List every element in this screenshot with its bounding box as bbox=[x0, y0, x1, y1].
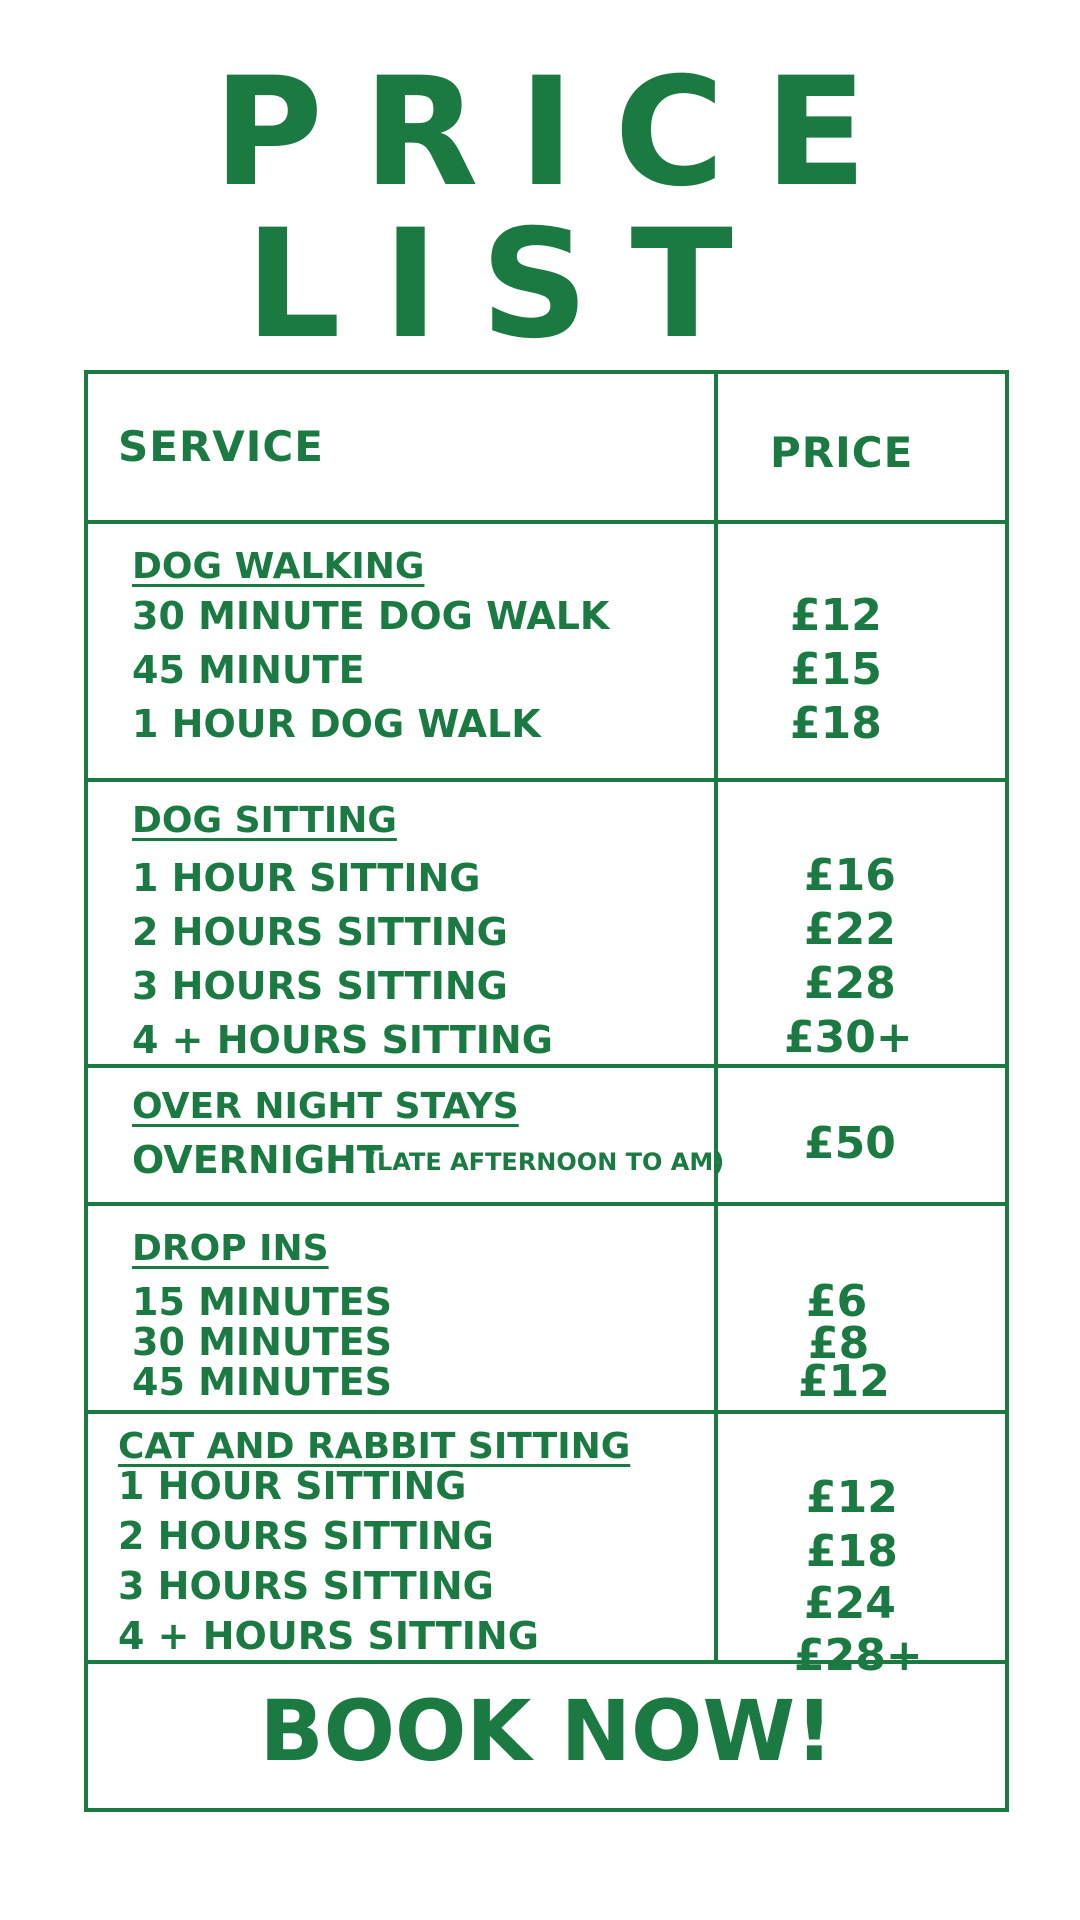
service-price: £28 bbox=[804, 958, 896, 1009]
row-divider-overnight bbox=[88, 1202, 1005, 1206]
service-item: 30 MINUTE DOG WALK bbox=[132, 594, 610, 638]
book-now-button[interactable]: BOOK NOW! bbox=[259, 1682, 834, 1780]
service-item: 1 HOUR SITTING bbox=[132, 856, 481, 900]
service-price: £6 bbox=[806, 1276, 868, 1327]
row-divider-dog-sitting bbox=[88, 1064, 1005, 1068]
service-price: £28+ bbox=[794, 1630, 923, 1681]
service-item: 4 + HOURS SITTING bbox=[118, 1614, 539, 1658]
service-item: 1 HOUR SITTING bbox=[118, 1464, 467, 1508]
title-price: PRICE bbox=[213, 46, 907, 220]
service-item: 3 HOURS SITTING bbox=[132, 964, 508, 1008]
row-divider-drop-ins bbox=[88, 1410, 1005, 1414]
service-item: 30 MINUTES bbox=[132, 1320, 392, 1364]
service-price: £8 bbox=[808, 1318, 870, 1369]
service-price: £30+ bbox=[784, 1012, 913, 1063]
price-table bbox=[84, 370, 1009, 1812]
service-item: 15 MINUTES bbox=[132, 1280, 392, 1324]
service-item: 2 HOURS SITTING bbox=[132, 910, 508, 954]
section-title-cat-rabbit-sitting: CAT AND RABBIT SITTING bbox=[118, 1426, 631, 1467]
service-item: 3 HOURS SITTING bbox=[118, 1564, 494, 1608]
service-price: £24 bbox=[804, 1578, 896, 1629]
service-price: £12 bbox=[798, 1356, 890, 1407]
title-list: LIST bbox=[245, 198, 775, 372]
service-price: £18 bbox=[806, 1526, 898, 1577]
service-note: (LATE AFTERNOON TO AM) bbox=[366, 1148, 725, 1176]
row-divider-header bbox=[88, 520, 1005, 524]
header-price: PRICE bbox=[770, 428, 914, 477]
service-item: 2 HOURS SITTING bbox=[118, 1514, 494, 1558]
header-service: SERVICE bbox=[118, 422, 324, 471]
section-title-dog-walking: DOG WALKING bbox=[132, 546, 425, 587]
service-item: 1 HOUR DOG WALK bbox=[132, 702, 541, 746]
service-item: 45 MINUTE bbox=[132, 648, 365, 692]
service-item: 4 + HOURS SITTING bbox=[132, 1018, 553, 1062]
service-price: £12 bbox=[806, 1472, 898, 1523]
service-price: £15 bbox=[790, 644, 882, 695]
section-title-drop-ins: DROP INS bbox=[132, 1228, 329, 1269]
row-divider-dog-walking bbox=[88, 778, 1005, 782]
section-title-overnight-stays: OVER NIGHT STAYS bbox=[132, 1086, 519, 1127]
service-price: £18 bbox=[790, 698, 882, 749]
service-price: £12 bbox=[790, 590, 882, 641]
service-price: £50 bbox=[804, 1118, 896, 1169]
service-price: £22 bbox=[804, 904, 896, 955]
section-title-dog-sitting: DOG SITTING bbox=[132, 800, 397, 841]
service-price: £16 bbox=[804, 850, 896, 901]
column-divider bbox=[714, 374, 718, 1664]
service-item: OVERNIGHT bbox=[132, 1138, 383, 1182]
service-item: 45 MINUTES bbox=[132, 1360, 392, 1404]
